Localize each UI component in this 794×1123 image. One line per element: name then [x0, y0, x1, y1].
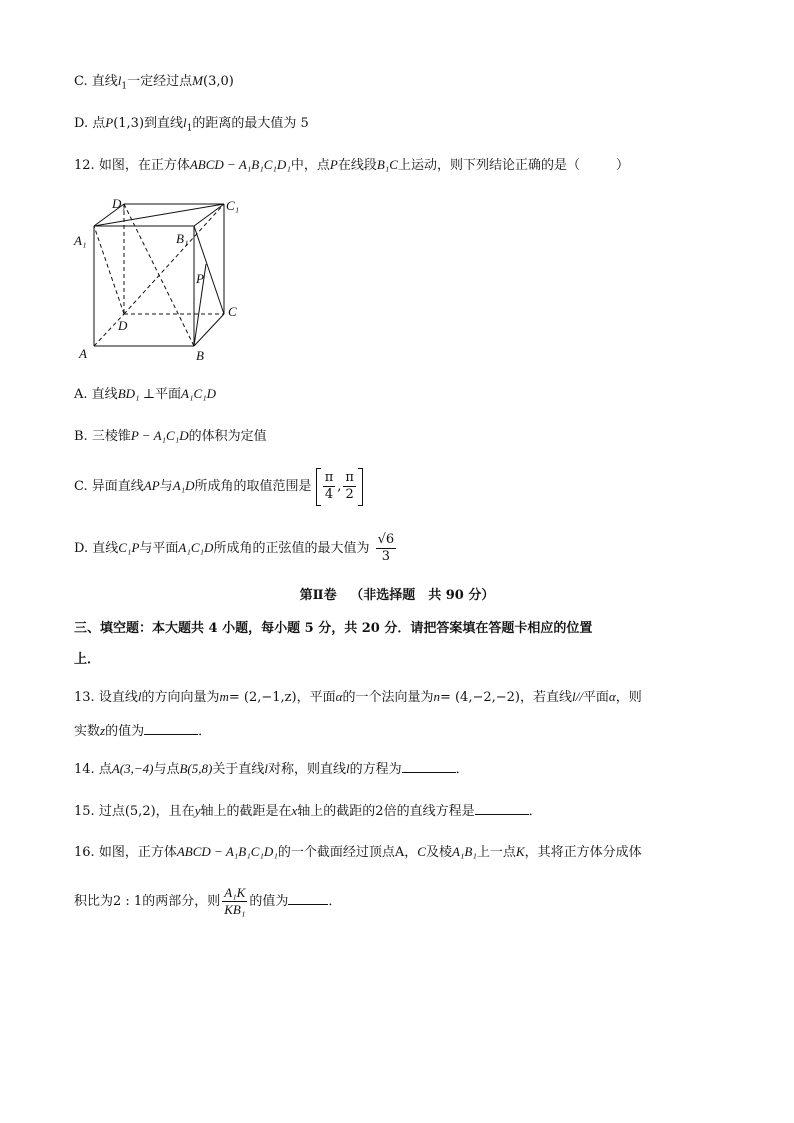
label-a1: A₁ — [74, 233, 87, 248]
part-3-header-cont: 上． — [74, 652, 101, 667]
question-14: 14. 点A(3,−4)与点B(5,8)关于直线l对称，则直线l的方程为 ． — [74, 761, 469, 777]
question-16-cont: 积比为2 : 1的两部分，则 $\frac{\text{A₁K}}{\text{KB₁}}$ 的值为 ． — [74, 885, 342, 917]
q12-option-d: D. 直线C₁P与平面A₁C₁D所成角的正弦值的最大值为 $\frac{√6}{3}$ — [74, 532, 395, 564]
label-a: A — [79, 346, 87, 361]
fraction-pi-4: $\frac{\pi}{4}$ — [324, 470, 334, 502]
right-bracket — [358, 468, 363, 506]
q12-option-c: C. 异面直线AP与A₁D所成角的取值范围是 $\frac{\pi}{4}$ , $\frac{\pi}{2}$ — [74, 466, 363, 507]
question-13-cont: 实数z的值为 ． — [74, 723, 212, 739]
label-d: D — [118, 318, 128, 333]
label-b: B — [196, 348, 204, 363]
question-12: 12. 如图，在正方体ABCD − A₁B₁C₁D₁中，点P在线段B₁C上运动，则下列结论正确的是（ ） — [74, 157, 629, 173]
fraction-pi-2: $\frac{\pi}{2}$ — [345, 470, 354, 502]
q12-option-a: A. 直线BD₁ ⊥平面A₁C₁D — [74, 386, 217, 402]
answer-blank-16[interactable] — [288, 892, 328, 905]
fraction-sqrt6-3: $\frac{√6}{3}$ — [377, 532, 395, 564]
question-16: 16. 如图，正方体ABCD − A₁B₁C₁D₁的一个截面经过顶点A，C及棱A₁B₁上一点K，其将正方体分成体 — [74, 844, 642, 860]
label-d1: D₁ — [112, 196, 126, 211]
prev-option-c: C. 直线$l_1$一定经过点M(3,0) — [74, 73, 234, 92]
question-13: 13. 设直线l的方向向量为m= (2,−1,z)，平面α的一个法向量为n= (4,−2,−2)，若直线l//平面α，则 — [74, 689, 642, 705]
label-p: P — [196, 271, 204, 286]
fraction-a1k-kb1: $\frac{\text{A₁K}}{\text{KB₁}}$ — [224, 885, 246, 917]
left-bracket — [316, 468, 321, 506]
answer-blank-14[interactable] — [402, 760, 456, 773]
question-15: 15. 过点(5,2)，且在y轴上的截距是在x轴上的截距的2倍的直线方程是 ． — [74, 803, 542, 819]
prev-option-d: D. 点P(1,3)到直线$l_1$的距离的最大值为 5 — [74, 115, 309, 134]
q12-option-b: B. 三棱锥P − A₁C₁D的体积为定值 — [74, 428, 267, 444]
answer-blank-13[interactable] — [144, 722, 198, 735]
section-2-title: 第Ⅱ卷 （非选择题 共 90 分） — [299, 588, 495, 603]
label-c1: C₁ — [226, 198, 240, 213]
label-c: C — [228, 304, 237, 319]
label-b1: B₁ — [176, 231, 189, 246]
part-3-header: 三、填空题：本大题共 4 小题，每小题 5 分，共 20 分．请把答案填在答题卡相应的位置 — [74, 621, 593, 636]
answer-blank-15[interactable] — [475, 802, 529, 815]
cube-figure — [72, 192, 252, 366]
